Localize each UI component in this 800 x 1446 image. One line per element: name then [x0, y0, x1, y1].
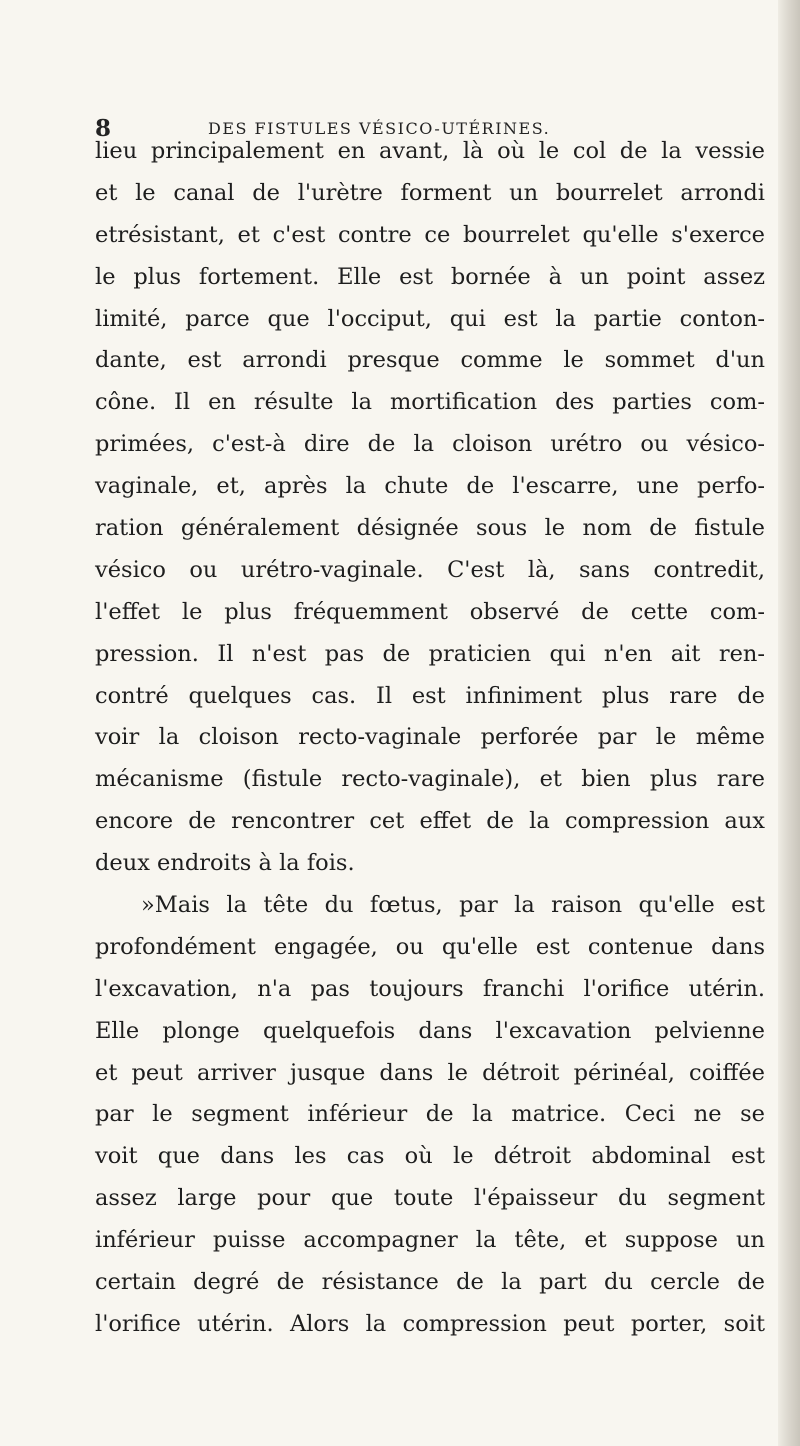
- text-line: l'excavation, n'a pas toujours franchi l'orifice utérin.: [95, 975, 765, 1002]
- text-line: voit que dans les cas où le détroit abdominal est: [95, 1143, 765, 1170]
- text-line: assez large pour que toute l'épaisseur du segment: [95, 1185, 765, 1212]
- page-number: 8: [95, 115, 112, 142]
- text-line: contré quelques cas. Il est infiniment plus rare de: [95, 682, 765, 709]
- text-line: »Mais la tête du fœtus, par la raison qu'elle est: [141, 892, 765, 919]
- text-line: certain degré de résistance de la part du cercle de: [95, 1269, 765, 1296]
- text-line: le plus fortement. Elle est bornée à un point assez: [95, 263, 765, 290]
- text-line: inférieur puisse accompagner la tête, et suppose un: [95, 1227, 765, 1254]
- text-line: par le segment inférieur de la matrice. Ceci ne se: [95, 1101, 765, 1128]
- text-line: vaginale, et, après la chute de l'escarre, une perfo-: [95, 473, 765, 500]
- running-title: DES FISTULES VÉSICO-UTÉRINES.: [208, 119, 551, 138]
- text-line: et le canal de l'urètre forment un bourrelet arrondi: [95, 179, 765, 206]
- text-line: ration généralement désignée sous le nom de fistule: [95, 515, 765, 542]
- text-line: profondément engagée, ou qu'elle est contenue dans: [95, 933, 765, 960]
- text-line: primées, c'est-à dire de la cloison urétro ou vésico-: [95, 431, 765, 458]
- text-line: cône. Il en résulte la mortification des parties com-: [95, 389, 765, 416]
- text-line: dante, est arrondi presque comme le sommet d'un: [95, 347, 765, 374]
- text-line: l'orifice utérin. Alors la compression peut porter, soit: [95, 1310, 765, 1337]
- text-line: et peut arriver jusque dans le détroit périnéal, coiffée: [95, 1059, 765, 1086]
- text-line: limité, parce que l'occiput, qui est la partie conton-: [95, 305, 765, 332]
- text-line: vésico ou urétro-vaginale. C'est là, sans contredit,: [95, 556, 765, 583]
- page-edge: [778, 0, 800, 1446]
- text-line: Elle plonge quelquefois dans l'excavation pelvienne: [95, 1017, 765, 1044]
- text-line: etrésistant, et c'est contre ce bourrelet qu'elle s'exerce: [95, 221, 765, 248]
- body-text: [95, 131, 765, 1346]
- text-line: mécanisme (fistule recto-vaginale), et bien plus rare: [95, 766, 765, 793]
- text-line: voir la cloison recto-vaginale perforée par le même: [95, 724, 765, 751]
- text-line: lieu principalement en avant, là où le col de la vessie: [95, 138, 765, 164]
- text-line: l'effet le plus fréquemment observé de cette com-: [95, 598, 765, 625]
- text-line: encore de rencontrer cet effet de la compression aux: [95, 808, 765, 835]
- text-line: pression. Il n'est pas de praticien qui n'en ait ren-: [95, 640, 765, 667]
- text-line: deux endroits à la fois.: [95, 850, 355, 877]
